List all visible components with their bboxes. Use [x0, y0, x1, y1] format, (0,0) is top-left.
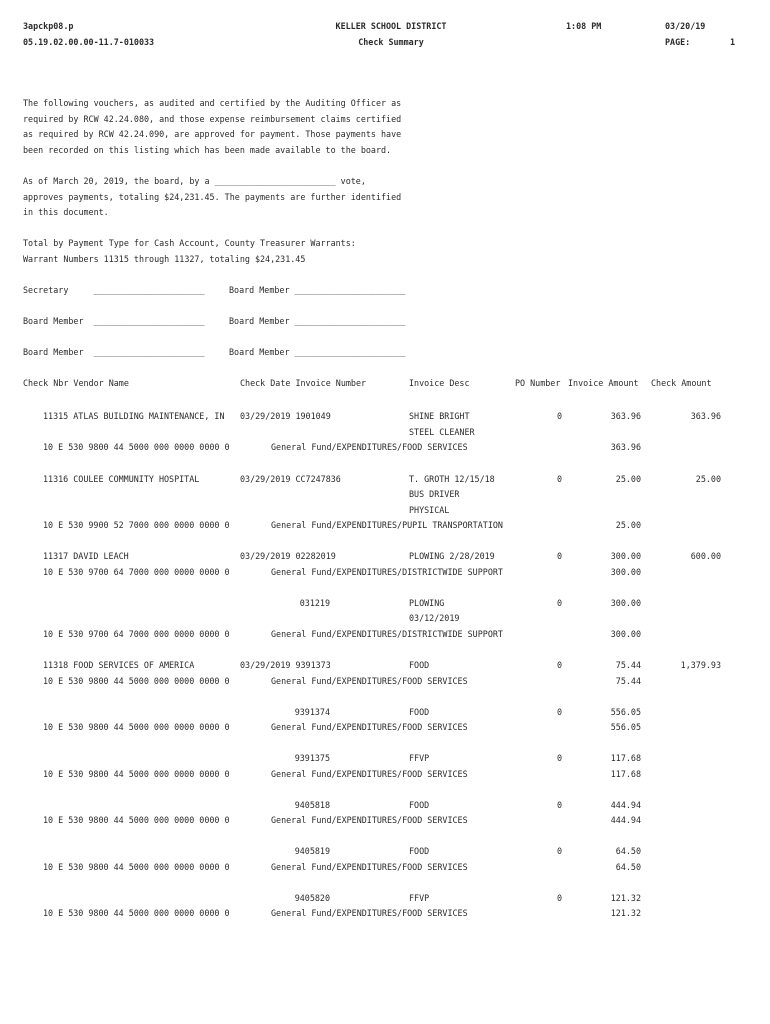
- account-code: 10 E 530 9800 44 5000 000 0000 0000 0: [43, 815, 230, 825]
- invoice-number: 9391374: [294, 707, 330, 717]
- invoice-description: SHINE BRIGHT: [409, 411, 470, 421]
- invoice-description: PHYSICAL: [409, 505, 450, 515]
- invoice-number: 031219: [299, 598, 330, 608]
- signature-left: Secretary ______________________: [23, 285, 205, 295]
- account-code: 10 E 530 9800 44 5000 000 0000 0000 0: [43, 676, 230, 686]
- column-header-check-amount: Check Amount: [651, 378, 712, 388]
- invoice-description: FOOD: [409, 800, 430, 810]
- invoice-amount: 64.50: [615, 846, 641, 856]
- fund-description: General Fund/EXPENDITURES/FOOD SERVICES: [271, 862, 468, 872]
- po-number: 0: [556, 411, 562, 421]
- invoice-amount: 444.94: [610, 800, 641, 810]
- account-code: 10 E 530 9800 44 5000 000 0000 0000 0: [43, 862, 230, 872]
- invoice-description: FOOD: [409, 707, 430, 717]
- signature-right: Board Member ______________________: [229, 316, 406, 326]
- invoice-amount: 121.32: [610, 908, 641, 918]
- check-amount: 363.96: [690, 411, 721, 421]
- fund-description: General Fund/EXPENDITURES/DISTRICTWIDE SUPPORT: [271, 567, 503, 577]
- report-time: 1:08 PM: [566, 21, 602, 31]
- report-version: 05.19.02.00.00-11.7-010033: [23, 37, 155, 47]
- po-number: 0: [556, 660, 562, 670]
- page-number: 1: [730, 37, 736, 47]
- invoice-amount: 121.32: [610, 893, 641, 903]
- invoice-amount: 300.00: [610, 629, 641, 639]
- check-date-invoice: 03/29/2019 02282019: [240, 551, 336, 561]
- column-header-check-vendor: Check Nbr Vendor Name: [23, 378, 129, 388]
- column-header-invoice-desc: Invoice Desc: [409, 378, 470, 388]
- invoice-amount: 556.05: [610, 707, 641, 717]
- invoice-number: 9405818: [294, 800, 330, 810]
- invoice-description: FOOD: [409, 660, 430, 670]
- signature-left: Board Member ______________________: [23, 316, 205, 326]
- fund-description: General Fund/EXPENDITURES/FOOD SERVICES: [271, 722, 468, 732]
- report-id: 3apckp08.p: [23, 21, 74, 31]
- report-title: Check Summary: [358, 37, 424, 47]
- totals-line: Warrant Numbers 11315 through 11327, totaling $24,231.45: [23, 254, 306, 264]
- signature-right: Board Member ______________________: [229, 285, 406, 295]
- fund-description: General Fund/EXPENDITURES/FOOD SERVICES: [271, 769, 468, 779]
- fund-description: General Fund/EXPENDITURES/FOOD SERVICES: [271, 815, 468, 825]
- invoice-description: STEEL CLEANER: [409, 427, 475, 437]
- po-number: 0: [556, 598, 562, 608]
- account-code: 10 E 530 9800 44 5000 000 0000 0000 0: [43, 908, 230, 918]
- invoice-description: PLOWING 2/28/2019: [409, 551, 495, 561]
- page-label: PAGE:: [665, 37, 691, 47]
- invoice-number: 9391375: [294, 753, 330, 763]
- check-vendor: 11316 COULEE COMMUNITY HOSPITAL: [43, 474, 200, 484]
- invoice-amount: 300.00: [610, 567, 641, 577]
- intro-line: required by RCW 42.24.080, and those expense reimbursement claims certified: [23, 114, 402, 124]
- signature-right: Board Member ______________________: [229, 347, 406, 357]
- fund-description: General Fund/EXPENDITURES/PUPIL TRANSPORTATION: [271, 520, 503, 530]
- po-number: 0: [556, 800, 562, 810]
- fund-description: General Fund/EXPENDITURES/FOOD SERVICES: [271, 908, 468, 918]
- invoice-number: 9405819: [294, 846, 330, 856]
- invoice-amount: 556.05: [610, 722, 641, 732]
- invoice-amount: 117.68: [610, 753, 641, 763]
- invoice-amount: 75.44: [615, 660, 641, 670]
- fund-description: General Fund/EXPENDITURES/FOOD SERVICES: [271, 676, 468, 686]
- account-code: 10 E 530 9700 64 7000 000 0000 0000 0: [43, 629, 230, 639]
- invoice-amount: 300.00: [610, 551, 641, 561]
- invoice-description: FFVP: [409, 753, 430, 763]
- invoice-description: BUS DRIVER: [409, 489, 460, 499]
- po-number: 0: [556, 551, 562, 561]
- po-number: 0: [556, 753, 562, 763]
- district-name: KELLER SCHOOL DISTRICT: [335, 21, 447, 31]
- po-number: 0: [556, 474, 562, 484]
- intro-line: The following vouchers, as audited and certified by the Auditing Officer as: [23, 98, 402, 108]
- column-header-po-number: PO Number: [515, 378, 561, 388]
- check-date-invoice: 03/29/2019 9391373: [240, 660, 331, 670]
- invoice-description: FFVP: [409, 893, 430, 903]
- invoice-amount: 117.68: [610, 769, 641, 779]
- check-amount: 1,379.93: [680, 660, 721, 670]
- po-number: 0: [556, 846, 562, 856]
- totals-line: Total by Payment Type for Cash Account, County Treasurer Warrants:: [23, 238, 356, 248]
- check-vendor: 11318 FOOD SERVICES OF AMERICA: [43, 660, 195, 670]
- account-code: 10 E 530 9800 44 5000 000 0000 0000 0: [43, 769, 230, 779]
- check-date-invoice: 03/29/2019 1901049: [240, 411, 331, 421]
- approval-line: in this document.: [23, 207, 109, 217]
- po-number: 0: [556, 893, 562, 903]
- column-header-date-invoice: Check Date Invoice Number: [240, 378, 367, 388]
- check-vendor: 11315 ATLAS BUILDING MAINTENANCE, IN: [43, 411, 225, 421]
- account-code: 10 E 530 9800 44 5000 000 0000 0000 0: [43, 722, 230, 732]
- account-code: 10 E 530 9700 64 7000 000 0000 0000 0: [43, 567, 230, 577]
- approval-line: approves payments, totaling $24,231.45. The payments are further identified: [23, 192, 402, 202]
- signature-left: Board Member ______________________: [23, 347, 205, 357]
- fund-description: General Fund/EXPENDITURES/DISTRICTWIDE SUPPORT: [271, 629, 503, 639]
- check-amount: 600.00: [690, 551, 721, 561]
- account-code: 10 E 530 9900 52 7000 000 0000 0000 0: [43, 520, 230, 530]
- invoice-amount: 75.44: [615, 676, 641, 686]
- approval-line: As of March 20, 2019, the board, by a ________________________ vote,: [23, 176, 366, 186]
- invoice-amount: 25.00: [615, 520, 641, 530]
- invoice-amount: 363.96: [610, 442, 641, 452]
- intro-line: as required by RCW 42.24.090, are approved for payment. Those payments have: [23, 129, 402, 139]
- check-amount: 25.00: [695, 474, 721, 484]
- intro-line: been recorded on this listing which has been made available to the board.: [23, 145, 392, 155]
- invoice-description: 03/12/2019: [409, 613, 460, 623]
- invoice-number: 9405820: [294, 893, 330, 903]
- invoice-amount: 444.94: [610, 815, 641, 825]
- fund-description: General Fund/EXPENDITURES/FOOD SERVICES: [271, 442, 468, 452]
- column-header-invoice-amount: Invoice Amount: [568, 378, 639, 388]
- report-date: 03/20/19: [665, 21, 706, 31]
- po-number: 0: [556, 707, 562, 717]
- account-code: 10 E 530 9800 44 5000 000 0000 0000 0: [43, 442, 230, 452]
- check-date-invoice: 03/29/2019 CC7247836: [240, 474, 341, 484]
- invoice-amount: 363.96: [610, 411, 641, 421]
- invoice-description: T. GROTH 12/15/18: [409, 474, 495, 484]
- invoice-amount: 25.00: [615, 474, 641, 484]
- invoice-description: PLOWING: [409, 598, 445, 608]
- invoice-description: FOOD: [409, 846, 430, 856]
- invoice-amount: 300.00: [610, 598, 641, 608]
- invoice-amount: 64.50: [615, 862, 641, 872]
- check-vendor: 11317 DAVID LEACH: [43, 551, 129, 561]
